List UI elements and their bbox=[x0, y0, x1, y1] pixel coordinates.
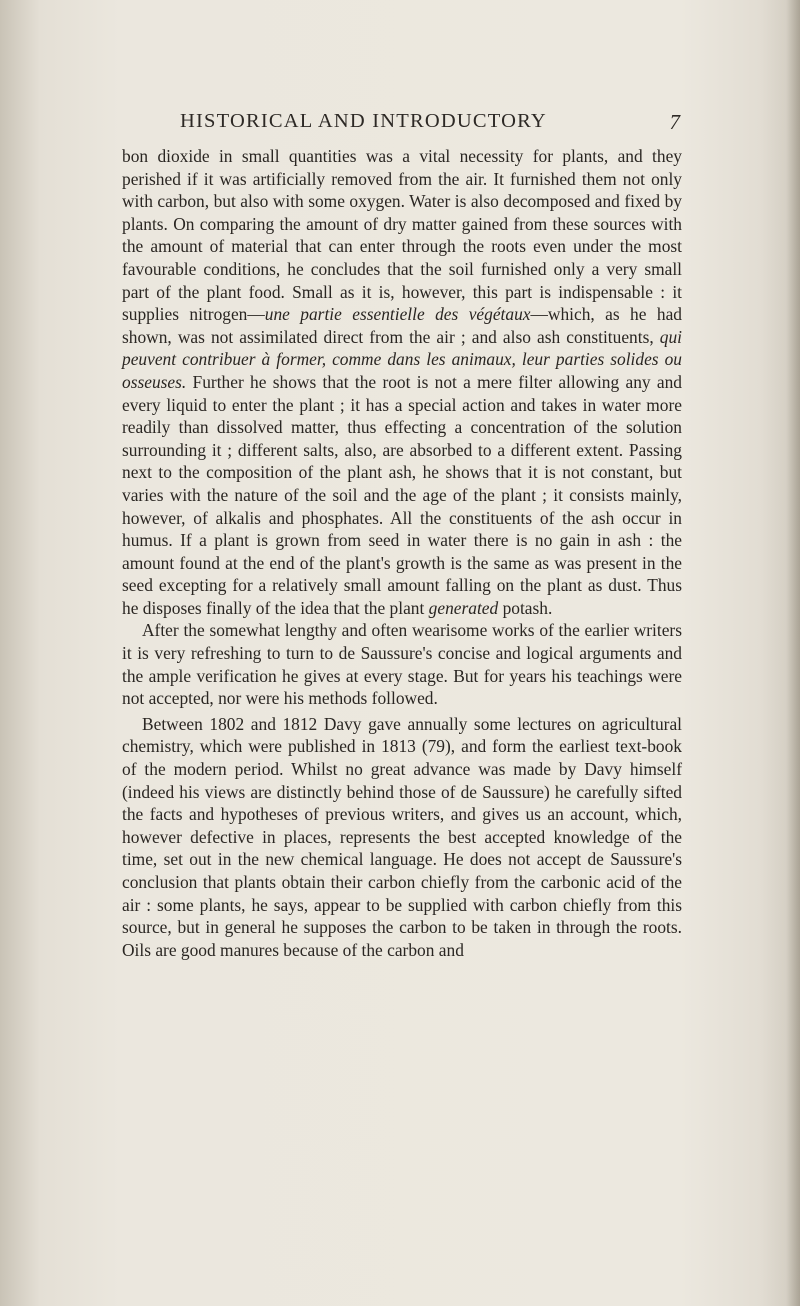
paragraph-davy: Between 1802 and 1812 Davy gave annually some lectures on agricultural chemistry, which were published in 1813 (79), and form the earliest text-book of the modern period. Whilst no great advance was made by Davy himself (indeed his views are distinctly behind those of de Saussure) he carefully sifted the facts and hypotheses of previous writers, and gives us an account, which, however defective in places, represents the best accepted knowledge of the time, set out in the new chemical language. He does not accept de Saussure's conclusion that plants obtain their carbon chiefly from the carbonic acid of the air : some plants, he says, appear to be supplied with carbon chiefly from this source, but in general he supposes the carbon to be taken in through the roots. Oils are good manures because of the carbon and bbox=[122, 713, 682, 960]
body-text bbox=[122, 145, 682, 961]
running-head-title: HISTORICAL AND INTRODUCTORY bbox=[180, 110, 547, 132]
french-quote-1: une partie essentielle des végétaux bbox=[264, 304, 531, 325]
paragraph-continued bbox=[122, 145, 682, 619]
french-quote-2: qui peuvent contribuer à former, comme dans les animaux, leur parties solides ou osseuses. bbox=[122, 326, 682, 392]
paragraph-text: —which, as he had shown, was not assimilated direct from the air ; and also ash constituents, bbox=[122, 304, 682, 347]
page-edge-shadow bbox=[786, 0, 800, 1306]
italic-emphasis: generated bbox=[428, 597, 499, 618]
paragraph-text: Further he shows that the root is not a mere filter allowing any and every liquid to enter the plant ; it has a special action and takes in water more readily than dissolved matter, thus effecting a concentration of the solution surrounding it ; different salts, also, are absorbed to a different extent. Passing next to the composition of the plant ash, he shows that it is not constant, but varies with the nature of the soil and the age of the plant ; it consists mainly, however, of alkalis and phosphates. All the constituents of the ash occur in humus. If a plant is grown from seed in water there is no gain in ash : the amount found at the end of the plant's growth is the same as was present in the seed excepting for a relatively small amount falling on the plant as dust. Thus he disposes finally of the idea that the plant bbox=[122, 371, 682, 618]
running-head bbox=[120, 110, 680, 138]
paragraph-text: bon dioxide in small quantities was a vital necessity for plants, and they perished if it was artificially removed from the air. It furnished them not only with carbon, but also with some oxygen. Water is also decomposed and fixed by plants. On comparing the amount of dry matter gained from these sources with the amount of material that can enter through the roots even under the most favourable conditions, he concludes that the soil furnished only a very small part of the plant food. Small as it is, however, this part is indispensable : it supplies nitrogen— bbox=[122, 146, 682, 325]
page-number: 7 bbox=[669, 110, 680, 134]
paragraph-text: potash. bbox=[498, 597, 553, 618]
paragraph-saussure: After the somewhat lengthy and often wearisome works of the earlier writers it is very refreshing to turn to de Saussure's concise and logical arguments and the ample verification he gives at every stage. But for years his teachings were not accepted, nor were his methods followed. bbox=[122, 620, 682, 709]
